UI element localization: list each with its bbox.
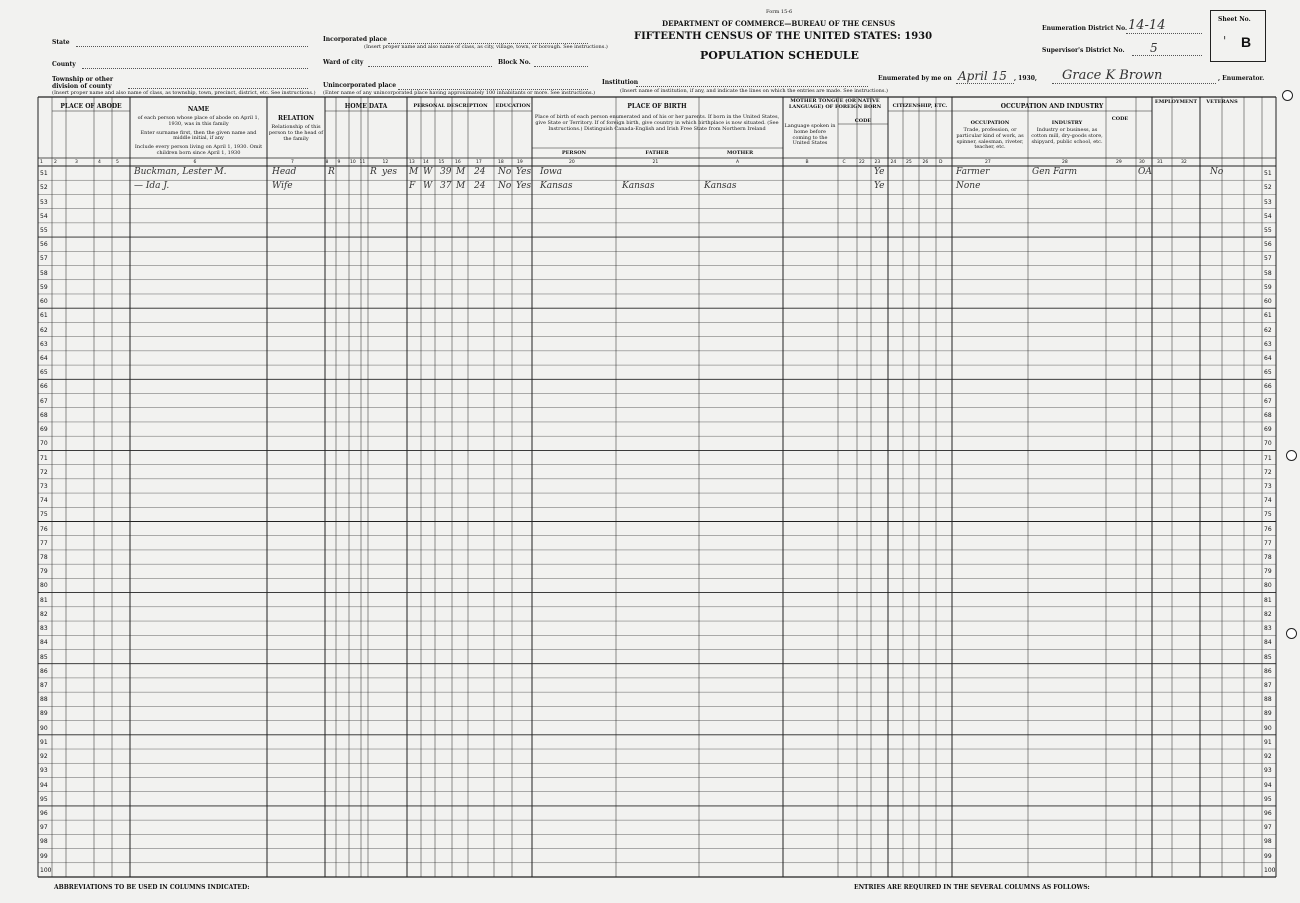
name-desc-2: Enter surname first, then the given name and middle initial, if any xyxy=(140,129,257,142)
entry-birth-father: Kansas xyxy=(622,181,655,192)
row-number: 61 xyxy=(1264,312,1272,320)
row-number: 61 xyxy=(40,312,48,320)
ward-label: Ward of city xyxy=(323,59,364,66)
row-number: 57 xyxy=(40,255,48,263)
column-number: 11 xyxy=(359,160,366,165)
row-number: 96 xyxy=(1264,810,1272,817)
row-number: 80 xyxy=(40,582,48,590)
entry-citizen: Ye xyxy=(874,167,885,177)
row-number: 89 xyxy=(40,710,48,718)
column-number: 4 xyxy=(98,160,101,165)
schedule-title: POPULATION SCHEDULE xyxy=(700,49,859,62)
row-number: 91 xyxy=(40,738,48,746)
row-number: 56 xyxy=(1264,241,1272,249)
code2-header: CODE xyxy=(1111,116,1129,122)
column-number: 9 xyxy=(337,160,341,165)
column-number: 10 xyxy=(350,160,356,165)
row-number: 84 xyxy=(40,639,48,647)
row-number: 78 xyxy=(40,554,48,562)
row-number: 76 xyxy=(1264,525,1272,533)
code-header: CODE xyxy=(854,118,872,124)
township-note: (Insert proper name and also name of class, as township, town, precinct, district, etc. See instructions.) xyxy=(52,90,316,96)
entry-read: Yes xyxy=(516,181,532,192)
column-number: 23 xyxy=(874,160,881,165)
row-number: 56 xyxy=(40,241,48,249)
row-number: 57 xyxy=(1264,255,1272,263)
row-number: 82 xyxy=(40,610,48,618)
entry-race: W xyxy=(423,167,433,177)
institution-label: Institution xyxy=(602,79,639,86)
row-number: 80 xyxy=(1264,582,1272,590)
row-number: 84 xyxy=(1264,639,1272,647)
entry-occupation: Farmer xyxy=(956,167,990,177)
row-number: 85 xyxy=(1264,653,1272,661)
column-number: 1 xyxy=(40,160,43,165)
row-number: 75 xyxy=(1264,511,1272,519)
column-number: 32 xyxy=(1181,160,1187,165)
column-number: 18 xyxy=(498,160,504,165)
row-number: 69 xyxy=(40,426,48,434)
row-number: 51 xyxy=(40,170,48,178)
entry-radio: R xyxy=(370,167,377,177)
entry-marital: M xyxy=(456,181,466,192)
row-number: 99 xyxy=(40,852,48,860)
entry-race: W xyxy=(423,181,433,192)
entry-school: No xyxy=(498,167,512,177)
row-number: 66 xyxy=(40,383,48,391)
row-number: 92 xyxy=(40,753,48,761)
row-number: 67 xyxy=(40,397,48,405)
name-description xyxy=(132,116,265,157)
row-number: 81 xyxy=(40,596,48,604)
column-number: 17 xyxy=(476,160,482,165)
group-name: NAME xyxy=(187,106,210,113)
row-number: 77 xyxy=(1264,539,1272,547)
column-number: 13 xyxy=(409,160,415,165)
industry-description: Industry or business, as cotton mill, dry-goods store, shipyard, public school, etc. xyxy=(1031,127,1103,145)
entry-birth-mother: Kansas xyxy=(704,181,737,192)
group-education: EDUCATION xyxy=(495,103,531,109)
row-number: 64 xyxy=(1264,354,1272,362)
row-number: 65 xyxy=(1264,369,1272,377)
row-number: 83 xyxy=(1264,625,1272,633)
relation-description: Relationship of this person to the head of the family xyxy=(268,124,324,142)
group-mother-tongue: MOTHER TONGUE (OR NATIVE LANGUAGE) OF FOREIGN BORN xyxy=(788,98,882,110)
row-number: 87 xyxy=(40,682,48,690)
entry-birth-person: Iowa xyxy=(540,167,563,177)
unincorporated-note: (Enter name of any unincorporated place having approximately 100 inhabitants or more. See instructions.) xyxy=(323,90,596,96)
column-number: 31 xyxy=(1157,160,1163,165)
row-number: 72 xyxy=(40,468,48,476)
supervisor-value: 5 xyxy=(1150,41,1158,55)
sheet-mark: ' xyxy=(1223,34,1227,48)
row-number: 86 xyxy=(40,667,48,675)
entry-relation: Wife xyxy=(272,181,293,192)
entry-occupation: None xyxy=(956,181,981,192)
block-label: Block No. xyxy=(498,59,531,66)
group-place-of-abode: PLACE OF ABODE xyxy=(60,103,122,110)
row-number: 54 xyxy=(1264,212,1272,220)
row-number: 65 xyxy=(40,369,48,377)
entry-citizen: Ye xyxy=(874,181,885,192)
row-number: 88 xyxy=(40,696,48,704)
incorporated-label: Incorporated place xyxy=(323,36,387,43)
row-number: 71 xyxy=(1264,454,1272,462)
enumerator-name: Grace K Brown xyxy=(1062,68,1163,83)
row-number: 75 xyxy=(40,511,48,519)
occupation-header: OCCUPATION xyxy=(970,120,1010,126)
row-number: 72 xyxy=(1264,468,1272,476)
row-number: 53 xyxy=(40,198,48,206)
row-number: 70 xyxy=(40,440,48,448)
column-number: 30 xyxy=(1139,160,1145,165)
row-number: 69 xyxy=(1264,426,1272,434)
column-number: 2 xyxy=(54,160,57,165)
row-number: 93 xyxy=(40,767,48,775)
enumerated-date: April 15 xyxy=(958,69,1007,83)
row-number: 76 xyxy=(40,525,48,533)
row-number: 58 xyxy=(1264,269,1272,277)
state-label: State xyxy=(52,39,70,46)
column-number: 24 xyxy=(890,160,897,165)
entry-sex: F xyxy=(409,181,416,192)
birth-father-header: FATHER xyxy=(645,150,669,156)
entry-class: OA xyxy=(1138,167,1152,177)
column-number: 20 xyxy=(569,160,575,165)
entry-birth-person: Kansas xyxy=(540,181,573,192)
row-number: 100 xyxy=(1264,866,1276,874)
column-number: 5 xyxy=(116,160,119,165)
row-number: 81 xyxy=(1264,596,1272,604)
sheet-value: B xyxy=(1241,34,1252,50)
row-number: 51 xyxy=(1264,170,1272,178)
enumerator-label: , Enumerator. xyxy=(1218,75,1265,82)
group-occupation: OCCUPATION AND INDUSTRY xyxy=(1000,103,1104,110)
group-birth: PLACE OF BIRTH xyxy=(627,103,687,110)
row-number: 95 xyxy=(40,795,48,803)
row-number: 86 xyxy=(1264,667,1272,675)
row-number: 59 xyxy=(1264,283,1272,291)
punch-hole xyxy=(1282,90,1293,101)
row-number: 59 xyxy=(40,283,48,291)
entry-sex: M xyxy=(409,167,419,177)
row-number: 100 xyxy=(40,866,52,874)
supervisor-label: Supervisor's District No. xyxy=(1042,47,1125,54)
census-title: FIFTEENTH CENSUS OF THE UNITED STATES: 1930 xyxy=(634,31,933,42)
column-number: C xyxy=(842,160,846,165)
enum-district-label: Enumeration District No. xyxy=(1042,25,1128,32)
column-number: 3 xyxy=(75,160,78,165)
row-number: 77 xyxy=(40,539,48,547)
enumerated-year: , 1930, xyxy=(1014,75,1037,82)
row-number: 78 xyxy=(1264,554,1272,562)
column-number: 6 xyxy=(193,160,197,165)
row-number: 52 xyxy=(1264,184,1272,192)
birth-mother-header: MOTHER xyxy=(726,150,754,156)
entry-farm: yes xyxy=(382,167,398,177)
entry-veteran: No xyxy=(1210,167,1224,177)
row-number: 55 xyxy=(40,226,48,234)
township-label: Township or other division of county xyxy=(52,76,113,90)
row-number: 89 xyxy=(1264,710,1272,718)
row-number: 94 xyxy=(40,781,48,789)
birth-person-header: PERSON xyxy=(561,150,587,156)
row-number: 83 xyxy=(40,625,48,633)
punch-hole xyxy=(1286,628,1297,639)
column-number: 22 xyxy=(859,160,865,165)
row-number: 93 xyxy=(1264,767,1272,775)
row-number: 68 xyxy=(1264,411,1272,419)
row-number: 60 xyxy=(40,298,48,306)
group-citizenship: CITIZENSHIP, ETC. xyxy=(892,103,948,109)
row-number: 60 xyxy=(1264,298,1272,306)
row-number: 97 xyxy=(40,824,48,832)
name-desc-3: Include every person living on April 1, 1930. Omit children born since April 1, 1930 xyxy=(134,144,263,156)
sheet-label: Sheet No. xyxy=(1218,16,1251,23)
row-number: 67 xyxy=(1264,397,1272,405)
birth-description: Place of birth of each person enumerated and of his or her parents. If born in the United States, give State or Territory. If of foreign birth, give country in which birthplace is now situated. (See Instructions.) Distinguish Canada-English and Irish Free State from Northern Ireland xyxy=(534,114,780,132)
row-number: 52 xyxy=(40,184,48,192)
entry-age: 37 xyxy=(440,181,452,192)
row-number: 95 xyxy=(1264,795,1272,803)
row-number: 68 xyxy=(40,411,48,419)
abbrev-title: ABBREVIATIONS TO BE USED IN COLUMNS INDICATED: xyxy=(54,884,250,891)
entry-name: Buckman, Lester M. xyxy=(134,167,227,177)
row-number: 62 xyxy=(1264,326,1272,334)
row-number: 90 xyxy=(40,724,48,732)
row-number: 63 xyxy=(40,340,48,348)
entry-age-married: 24 xyxy=(474,181,486,192)
entry-relation: Head xyxy=(272,167,297,177)
row-number: 87 xyxy=(1264,682,1272,690)
occupation-description: Trade, profession, or particular kind of work, as spinner, salesman, riveter, teacher, etc. xyxy=(956,127,1024,151)
column-number: 8 xyxy=(325,160,329,165)
row-number: 99 xyxy=(1264,852,1272,860)
column-number: 12 xyxy=(382,160,389,165)
column-number: 26 xyxy=(922,160,929,165)
entry-age-married: 24 xyxy=(474,167,486,177)
row-number: 66 xyxy=(1264,383,1272,391)
punch-hole xyxy=(1286,450,1297,461)
enum-district-value: 14-14 xyxy=(1128,18,1166,33)
column-number: 19 xyxy=(517,160,523,165)
row-number: 74 xyxy=(1264,497,1272,505)
column-number: 7 xyxy=(291,160,294,165)
row-number: 71 xyxy=(40,454,48,462)
row-number: 64 xyxy=(40,354,48,362)
row-number: 54 xyxy=(40,212,48,220)
entry-tenure: R xyxy=(328,167,335,177)
row-number: 90 xyxy=(1264,724,1272,732)
row-number: 73 xyxy=(1264,482,1272,490)
industry-header: INDUSTRY xyxy=(1051,120,1083,126)
row-number: 53 xyxy=(1264,198,1272,206)
column-number: B xyxy=(805,160,809,165)
row-number: 58 xyxy=(40,269,48,277)
unincorporated-label: Unincorporated place xyxy=(323,82,397,89)
enumerated-label: Enumerated by me on xyxy=(878,75,952,82)
column-number: 28 xyxy=(1062,160,1068,165)
row-number: 62 xyxy=(40,326,48,334)
county-label: County xyxy=(52,61,76,68)
incorporated-note: (Insert proper name and also name of class, as city, village, town, or borough. See instructions.) xyxy=(364,44,608,50)
group-veterans: VETERANS xyxy=(1206,99,1238,105)
entries-title: ENTRIES ARE REQUIRED IN THE SEVERAL COLUMNS AS FOLLOWS: xyxy=(854,884,1090,891)
row-number: 79 xyxy=(40,568,48,576)
row-number: 96 xyxy=(40,810,48,817)
entry-age: 39 xyxy=(440,167,452,177)
row-number: 92 xyxy=(1264,753,1272,761)
row-number: 70 xyxy=(1264,440,1272,448)
row-number: 94 xyxy=(1264,781,1272,789)
row-number: 85 xyxy=(40,653,48,661)
row-number: 73 xyxy=(40,482,48,490)
row-number: 98 xyxy=(40,838,48,846)
name-desc-1: of each person whose place of abode on April 1, 1930, was in this family xyxy=(137,115,260,127)
column-number: 15 xyxy=(438,160,445,165)
row-number: 82 xyxy=(1264,610,1272,618)
form-number: Form 15-6 xyxy=(766,9,793,15)
column-number: A xyxy=(736,160,740,165)
row-number: 97 xyxy=(1264,824,1272,832)
column-number: 21 xyxy=(652,160,659,165)
institution-note: (Insert name of institution, if any, and indicate the lines on which the entries are made. See instructions.) xyxy=(620,88,888,94)
column-number: 25 xyxy=(906,160,912,165)
row-number: 79 xyxy=(1264,568,1272,576)
entry-name: — Ida J. xyxy=(134,181,170,192)
entry-school: No xyxy=(498,181,512,192)
department-title: DEPARTMENT OF COMMERCE—BUREAU OF THE CENSUS xyxy=(662,19,896,28)
column-number: D xyxy=(939,160,943,165)
entry-industry: Gen Farm xyxy=(1032,167,1078,177)
entry-read: Yes xyxy=(516,167,532,177)
entry-marital: M xyxy=(456,167,466,177)
column-number: 14 xyxy=(423,160,429,165)
row-number: 63 xyxy=(1264,340,1272,348)
group-home-data: HOME DATA xyxy=(344,103,388,110)
row-number: 55 xyxy=(1264,226,1272,234)
group-personal: PERSONAL DESCRIPTION xyxy=(413,103,488,109)
column-number: 16 xyxy=(455,160,461,165)
column-number: 27 xyxy=(985,160,991,165)
column-number: 29 xyxy=(1116,160,1122,165)
row-number: 91 xyxy=(1264,738,1272,746)
row-number: 88 xyxy=(1264,696,1272,704)
row-number: 74 xyxy=(40,497,48,505)
row-number: 98 xyxy=(1264,838,1272,846)
language-description: Language spoken in home before coming to the United States xyxy=(784,123,836,147)
group-relation: RELATION xyxy=(277,115,315,122)
group-employment: EMPLOYMENT xyxy=(1154,99,1198,105)
